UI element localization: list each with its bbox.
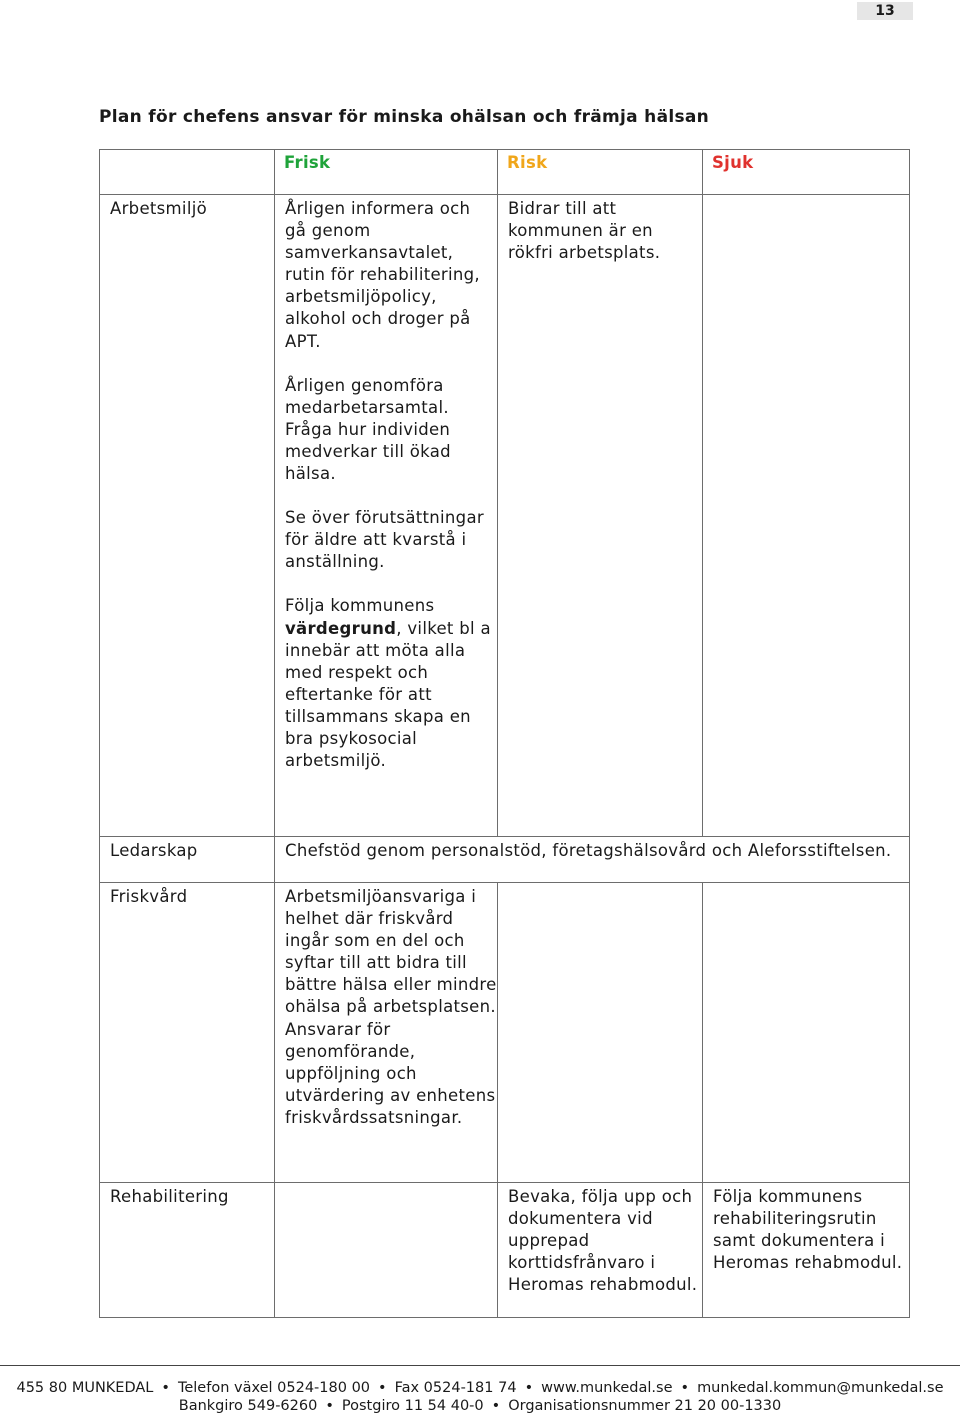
para-4-suffix: , vilket bl a innebär att möta alla med respekt och eftertanke för att tillsammans skapa en bra psykosocial arbetsmiljö.: [285, 618, 491, 771]
footer-email[interactable]: munkedal.kommun@munkedal.se: [697, 1380, 944, 1396]
row-ledarskap: [100, 837, 910, 883]
footer-separator: •: [161, 1380, 170, 1396]
footer-separator: •: [491, 1398, 501, 1414]
cell-arbetsmiljo-sjuk: [703, 195, 910, 837]
footer-separator: •: [524, 1380, 534, 1396]
footer-address: 455 80 MUNKEDAL: [16, 1380, 154, 1396]
cell-rehabilitering-risk: Bevaka, följa upp och dokumentera vid upprepad korttidsfrånvaro i Heromas rehabmodul.: [498, 1183, 703, 1318]
cell-arbetsmiljo-risk: Bidrar till att kommunen är en rökfri arbetsplats.: [498, 195, 703, 837]
row-label-rehabilitering: Rehabilitering: [100, 1183, 275, 1318]
footer-rule: [0, 1365, 960, 1366]
header-row: [100, 150, 910, 195]
footer-phone: Telefon växel 0524-180 00: [177, 1380, 371, 1396]
footer-orgnr: Organisationsnummer 21 20 00-1330: [508, 1398, 782, 1414]
page-number: 13: [857, 2, 913, 20]
footer-separator: •: [378, 1380, 387, 1396]
footer-line-1: [0, 1379, 960, 1397]
cell-arbetsmiljo-frisk: [275, 195, 498, 837]
vardegrund-term: värdegrund: [285, 618, 397, 638]
row-label-ledarskap: Ledarskap: [100, 837, 275, 883]
arbetsmiljo-frisk-para-2: Årligen genomföra medarbetarsamtal. Fråga hur individen medverkar till ökad hälsa.: [285, 375, 451, 484]
header-risk: Risk: [498, 150, 703, 195]
page-title: Plan för chefens ansvar för minska ohälsan och främja hälsan: [99, 107, 710, 127]
cell-rehabilitering-frisk: [275, 1183, 498, 1318]
row-label-arbetsmiljo: Arbetsmiljö: [100, 195, 275, 837]
header-frisk: Frisk: [275, 150, 498, 195]
row-label-friskvard: Friskvård: [100, 883, 275, 1183]
footer-website[interactable]: www.munkedal.se: [541, 1380, 673, 1396]
cell-friskvard-risk: [498, 883, 703, 1183]
plan-table: [99, 149, 910, 1318]
footer-fax: Fax 0524-181 74: [394, 1380, 517, 1396]
footer-separator: •: [680, 1380, 690, 1396]
cell-friskvard-frisk: Arbetsmiljöansvariga i helhet där friskvård ingår som en del och syftar till att bidra till bättre hälsa eller mindre ohälsa på arbetsplatsen. Ansvarar för genomförande, uppföljning och utvärdering av enhetens friskvårdssatsningar.: [275, 883, 498, 1183]
arbetsmiljo-frisk-para-1: Årligen informera och gå genom samverkansavtalet, rutin för rehabilitering, arbetsmiljöpolicy, alkohol och droger på APT.: [285, 199, 480, 351]
footer-separator: •: [325, 1398, 334, 1414]
row-arbetsmiljo: [100, 195, 910, 837]
row-rehabilitering: [100, 1183, 910, 1318]
row-friskvard: [100, 883, 910, 1183]
cell-ledarskap: Chefstöd genom personalstöd, företagshälsovård och Aleforsstiftelsen.: [275, 837, 910, 883]
cell-rehabilitering-sjuk: Följa kommunens rehabiliteringsrutin samt dokumentera i Heromas rehabmodul.: [703, 1183, 910, 1318]
arbetsmiljo-frisk-para-4: [285, 595, 497, 772]
footer-line-2: [0, 1397, 960, 1415]
para-4-prefix: Följa kommunens: [285, 596, 435, 616]
footer-bankgiro: Bankgiro 549-6260: [178, 1398, 318, 1414]
arbetsmiljo-frisk-para-3: Se över förutsättningar för äldre att kvarstå i anställning.: [285, 508, 484, 572]
cell-friskvard-sjuk: [703, 883, 910, 1183]
footer-postgiro: Postgiro 11 54 40-0: [341, 1398, 484, 1414]
header-sjuk: Sjuk: [703, 150, 910, 195]
header-empty: [100, 150, 275, 195]
